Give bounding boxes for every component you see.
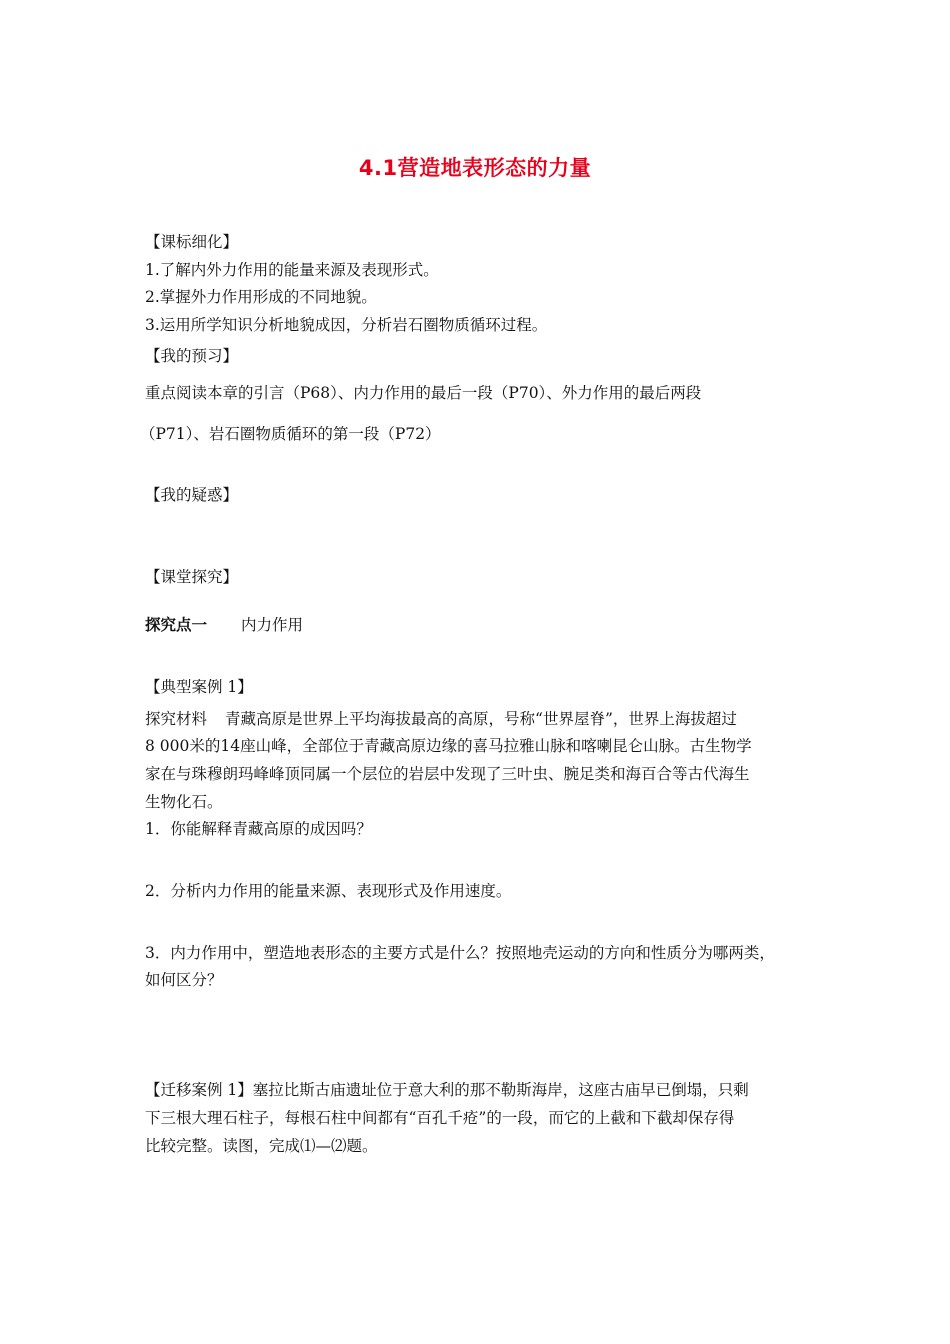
case1-line-4: 生物化石。 xyxy=(145,793,223,811)
question-3-continued: 如何区分？ xyxy=(145,971,223,989)
question-2: 2．分析内力作用的能量来源、表现形式及作用速度。 xyxy=(145,882,512,900)
preview-text-line-1: 重点阅读本章的引言（P68）、内力作用的最后一段（P70）、外力作用的最后两段 xyxy=(145,384,702,402)
explore-point-label: 探究点一 xyxy=(145,615,208,634)
explore-point-line xyxy=(145,615,303,635)
standard-item-2: 2.掌握外力作用形成的不同地貌。 xyxy=(145,288,377,306)
standard-item-1: 1.了解内外力作用的能量来源及表现形式。 xyxy=(145,261,439,279)
case1-text: 青藏高原是世界上平均海拔最高的高原，号称“世界屋脊”，世界上海拔超过 xyxy=(225,710,737,728)
case1-line-2: 8 000米的14座山峰，全部位于青藏高原边缘的喜马拉雅山脉和喀喇昆仑山脉。古生物学 xyxy=(145,737,752,755)
explore-heading: 【课堂探究】 xyxy=(145,568,239,586)
transfer-line-2: 下三根大理石柱子，每根石柱中间都有“百孔千疮”的一段，而它的上截和下截却保存得 xyxy=(145,1109,735,1127)
transfer-line-1 xyxy=(145,1080,749,1100)
standards-heading: 【课标细化】 xyxy=(145,233,239,251)
case1-material-label: 探究材料 xyxy=(145,710,208,728)
transfer-line-3: 比较完整。读图，完成⑴—⑵题。 xyxy=(145,1137,378,1155)
preview-heading: 【我的预习】 xyxy=(145,347,239,365)
explore-point-topic: 内力作用 xyxy=(241,616,304,634)
case1-heading: 【典型案例 1】 xyxy=(145,678,253,696)
question-3: 3．内力作用中，塑造地表形态的主要方式是什么？按照地壳运动的方向和性质分为哪两类， xyxy=(145,944,775,962)
preview-text-line-2: （P71）、岩石圈物质循环的第一段（P72） xyxy=(140,425,441,443)
case1-line-3: 家在与珠穆朗玛峰峰顶同属一个层位的岩层中发现了三叶虫、腕足类和海百合等古代海生 xyxy=(145,765,750,783)
doubts-heading: 【我的疑惑】 xyxy=(145,486,239,504)
transfer-text: 塞拉比斯古庙遗址位于意大利的那不勒斯海岸，这座古庙早已倒塌，只剩 xyxy=(252,1081,749,1099)
case1-line-1 xyxy=(145,709,737,729)
question-1: 1．你能解释青藏高原的成因吗？ xyxy=(145,820,372,838)
document-title: 4.1营造地表形态的力量 xyxy=(358,156,592,180)
standard-item-3: 3.运用所学知识分析地貌成因，分析岩石圈物质循环过程。 xyxy=(145,316,548,334)
transfer-heading: 【迁移案例 1】 xyxy=(145,1081,253,1099)
